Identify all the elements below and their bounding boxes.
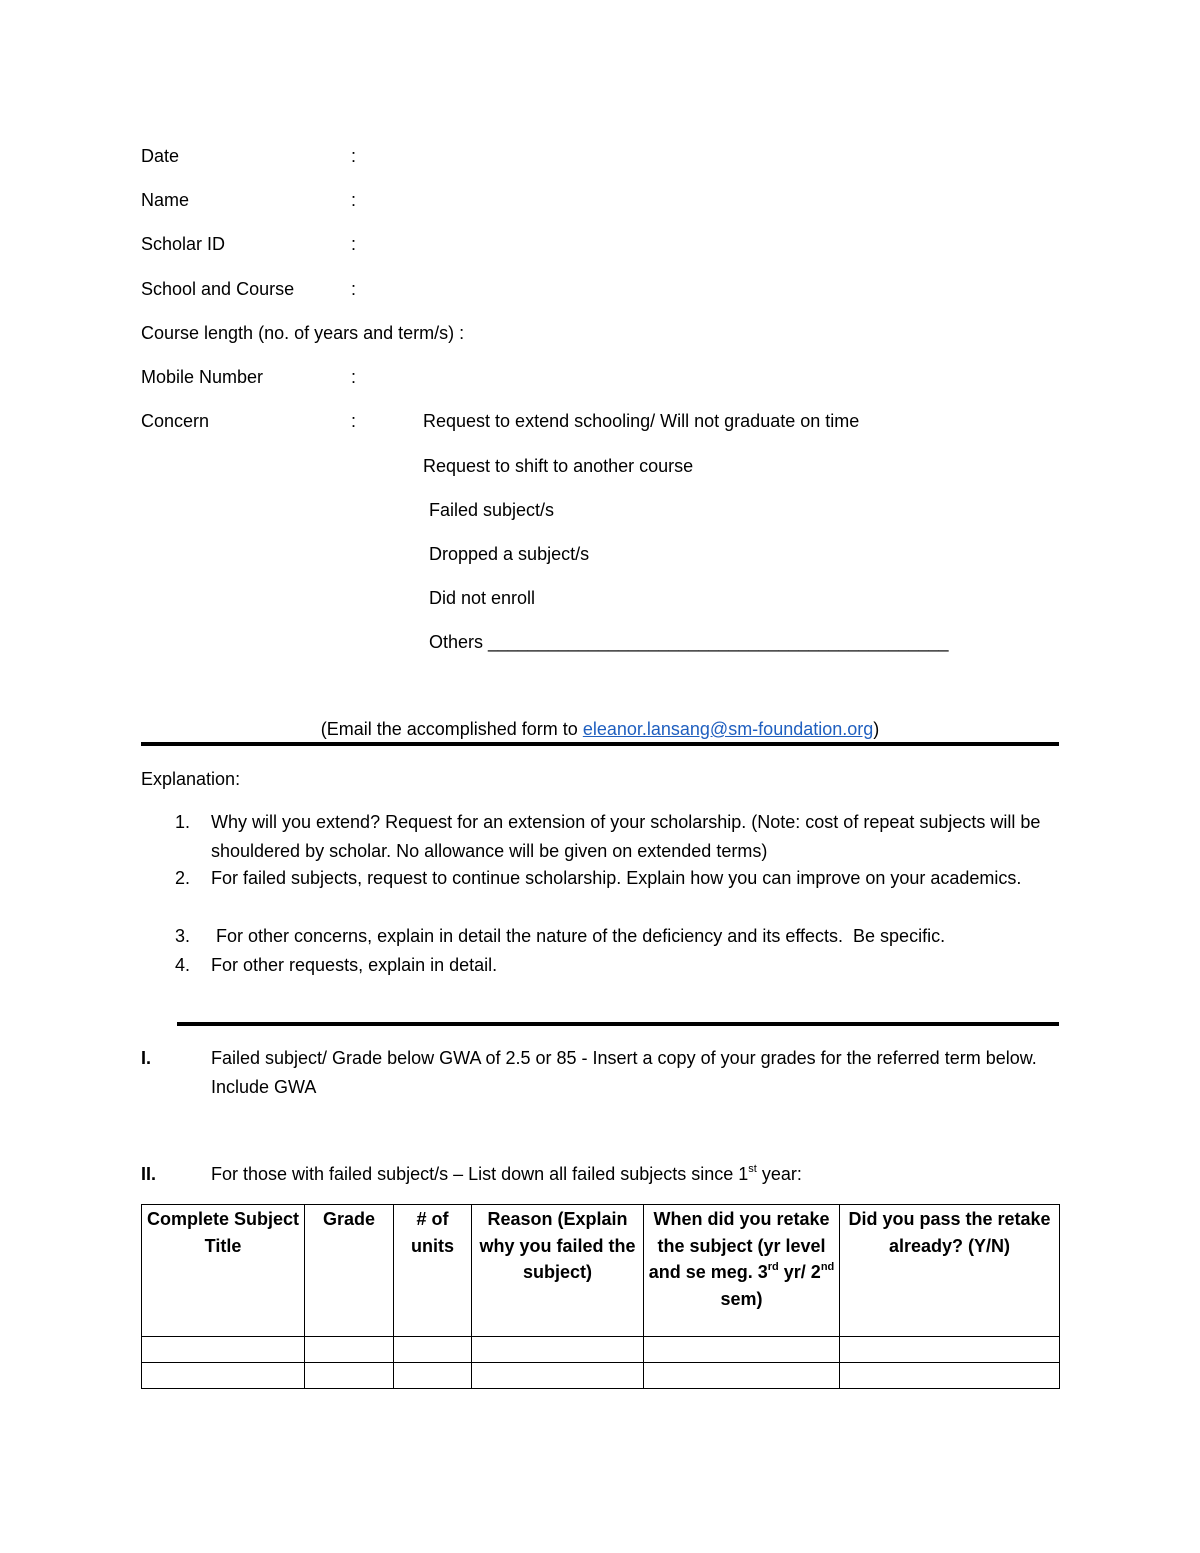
concern-option-extend: Request to extend schooling/ Will not graduate on time	[423, 411, 860, 431]
concern-label: Concern	[141, 411, 210, 431]
concern-option-shift: Request to shift to another course	[423, 456, 694, 476]
divider-middle	[177, 1022, 1059, 1026]
email-note-suffix: )	[873, 719, 880, 739]
col-retake-sup-1: rd	[767, 1261, 779, 1273]
table-row	[142, 1363, 1060, 1389]
col-units: # of units	[394, 1205, 472, 1337]
explanation-item-4: For other requests, explain in detail.	[211, 955, 498, 975]
concern-option-failed: Failed subject/s	[429, 500, 555, 520]
mobile-colon: :	[351, 367, 357, 387]
section-2-number: II.	[141, 1164, 157, 1184]
school-course-colon: :	[351, 279, 357, 299]
table-cell[interactable]	[472, 1363, 644, 1389]
col-retake-when-c: sem)	[720, 1288, 763, 1309]
scholar-id-label: Scholar ID	[141, 234, 226, 254]
mobile-label: Mobile Number	[141, 367, 264, 387]
concern-option-others: Others ______________________________________________	[429, 632, 949, 652]
section-1-number: I.	[141, 1048, 152, 1068]
explanation-item-3-num: 3.	[175, 926, 191, 946]
explanation-item-2-num: 2.	[175, 868, 191, 888]
col-retake-when	[644, 1205, 840, 1337]
table-header-row	[142, 1205, 1060, 1337]
date-colon: :	[351, 146, 357, 166]
explanation-item-4-num: 4.	[175, 955, 191, 975]
table-cell[interactable]	[142, 1363, 305, 1389]
explanation-item-2: For failed subjects, request to continue scholarship. Explain how you can improve on your academics.	[211, 868, 1022, 888]
section-2-text-b: year:	[756, 1164, 802, 1184]
table-cell[interactable]	[644, 1363, 840, 1389]
course-length-label: Course length (no. of years and term/s) :	[141, 323, 465, 343]
concern-colon: :	[351, 411, 357, 431]
section-2-text-a: For those with failed subject/s – List down all failed subjects since 1	[211, 1164, 749, 1184]
table-cell[interactable]	[472, 1337, 644, 1363]
col-subject-title: Complete Subject Title	[142, 1205, 305, 1337]
explanation-item-1-num: 1.	[175, 812, 191, 832]
col-retake-when-b: yr/ 2	[778, 1262, 821, 1282]
concern-option-dropped: Dropped a subject/s	[429, 544, 590, 564]
section-2-text	[211, 1160, 1041, 1189]
email-link[interactable]: eleanor.lansang@sm-foundation.org	[582, 719, 874, 739]
table-cell[interactable]	[305, 1337, 394, 1363]
explanation-item-3: For other concerns, explain in detail the nature of the deficiency and its effects. Be specific.	[211, 926, 946, 946]
table-row	[142, 1337, 1060, 1363]
explanation-item-1: Why will you extend? Request for an extension of your scholarship. (Note: cost of repeat subjects will be shouldered by scholar. No allowance will be given on extended terms)	[211, 812, 1041, 861]
section-1-text: Failed subject/ Grade below GWA of 2.5 or 85 - Insert a copy of your grades for the referred term below. Include GWA	[211, 1048, 1037, 1097]
name-colon: :	[351, 190, 357, 210]
scholar-id-colon: :	[351, 234, 357, 254]
table-cell[interactable]	[305, 1363, 394, 1389]
explanation-heading: Explanation:	[141, 769, 241, 789]
col-reason: Reason (Explain why you failed the subject)	[472, 1205, 644, 1337]
name-label: Name	[141, 190, 190, 210]
email-note-prefix: (Email the accomplished form to	[320, 719, 583, 739]
col-retake-passed: Did you pass the retake already? (Y/N)	[840, 1205, 1060, 1337]
table-cell[interactable]	[644, 1337, 840, 1363]
table-cell[interactable]	[394, 1363, 472, 1389]
date-label: Date	[141, 146, 180, 166]
email-note	[0, 717, 1200, 741]
table-cell[interactable]	[840, 1337, 1060, 1363]
table-cell[interactable]	[142, 1337, 305, 1363]
col-grade: Grade	[305, 1205, 394, 1337]
section-2-sup: st	[748, 1163, 757, 1175]
col-retake-when-a: When did you retake the subject (yr level and se meg. 3	[648, 1209, 830, 1282]
school-course-label: School and Course	[141, 279, 295, 299]
table-cell[interactable]	[394, 1337, 472, 1363]
divider-top	[141, 742, 1059, 746]
failed-subjects-table	[141, 1204, 1060, 1389]
concern-option-not-enrolled: Did not enroll	[429, 588, 536, 608]
table-cell[interactable]	[840, 1363, 1060, 1389]
col-retake-sup-2: nd	[820, 1261, 835, 1273]
